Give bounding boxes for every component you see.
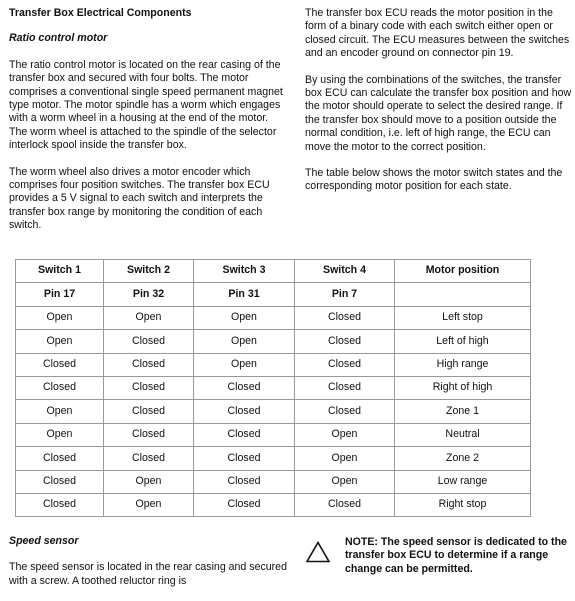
motor-switch-table: [15, 259, 531, 517]
pin-cell: Pin 17: [16, 283, 104, 306]
table-cell: Open: [16, 400, 104, 423]
table-cell: Closed: [295, 330, 395, 353]
table-cell: Closed: [16, 493, 104, 516]
table-header-cell: Switch 3: [194, 260, 295, 283]
table-cell: Open: [194, 330, 295, 353]
pin-cell: Pin 31: [194, 283, 295, 306]
table-cell: Open: [16, 330, 104, 353]
table-cell: Closed: [104, 423, 194, 446]
table-row: [16, 470, 531, 493]
table-cell: Open: [295, 423, 395, 446]
table-row: [16, 493, 531, 516]
pin-cell: Pin 7: [295, 283, 395, 306]
table-cell: Left of high: [395, 330, 531, 353]
section-title-ratio-control-motor: Ratio control motor: [9, 32, 108, 45]
table-cell: Zone 1: [395, 400, 531, 423]
speed-sensor-section: [9, 535, 289, 601]
table-row: [16, 306, 531, 329]
table-cell: Closed: [194, 470, 295, 493]
table-cell: Closed: [194, 447, 295, 470]
table-cell: Closed: [194, 400, 295, 423]
table-cell: High range: [395, 353, 531, 376]
pin-cell: [395, 283, 531, 306]
table-cell: Open: [295, 447, 395, 470]
table-row: [16, 376, 531, 399]
table-cell: Closed: [16, 353, 104, 376]
page-title: Transfer Box Electrical Components: [9, 7, 192, 19]
warning-triangle-icon: [306, 541, 330, 563]
pin-cell: Pin 32: [104, 283, 194, 306]
table-cell: Closed: [104, 376, 194, 399]
table-row: [16, 447, 531, 470]
table-cell: Closed: [194, 493, 295, 516]
table-cell: Open: [194, 353, 295, 376]
paragraph: The table below shows the motor switch states and the corresponding motor position for each state.: [305, 167, 563, 193]
table-cell: Low range: [395, 470, 531, 493]
table-cell: Closed: [295, 306, 395, 329]
table-cell: Closed: [194, 376, 295, 399]
table-cell: Open: [16, 423, 104, 446]
table-cell: Right stop: [395, 493, 531, 516]
table-cell: Closed: [16, 447, 104, 470]
table-header-cell: Motor position: [395, 260, 531, 283]
table-row: [16, 423, 531, 446]
paragraph: The ratio control motor is located on the rear casing of the transfer box and secured with four bolts. The motor comprises a conventional single speed permanent magnet type motor. The motor spindle has a worm which engages with a worm wheel in a housing at the end of the motor. The worm wheel is attached to the spindle of the selector interlock spool inside the transfer box.: [9, 58, 283, 152]
table-header-cell: Switch 4: [295, 260, 395, 283]
table-cell: Right of high: [395, 376, 531, 399]
table-cell: Open: [104, 493, 194, 516]
table-cell: Closed: [194, 423, 295, 446]
table-cell: Neutral: [395, 423, 531, 446]
table-header-cell: Switch 2: [104, 260, 194, 283]
table-cell: Closed: [295, 376, 395, 399]
table-cell: Closed: [295, 353, 395, 376]
paragraph: By using the combinations of the switches, the transfer box ECU can calculate the transfer box position and how the motor should operate to select the desired range. If the transfer box should move to a position outside the normal condition, i.e. left of high range, the ECU can move the motor to the correct position.: [305, 73, 572, 153]
table-cell: Open: [104, 470, 194, 493]
left-column: [9, 7, 289, 246]
table-row: [16, 353, 531, 376]
table-cell: Open: [194, 306, 295, 329]
table-row: [16, 330, 531, 353]
paragraph: The speed sensor is located in the rear casing and secured with a screw. A toothed reluctor ring is: [9, 561, 287, 587]
table-cell: Closed: [104, 353, 194, 376]
table-cell: Closed: [104, 330, 194, 353]
table-cell: Open: [295, 470, 395, 493]
table-cell: Open: [16, 306, 104, 329]
table-cell: Closed: [16, 470, 104, 493]
paragraph: The transfer box ECU reads the motor position in the form of a binary code with each switch either open or closed circuit. The ECU measures between the switches and an encoder ground on connector pin 19.: [305, 7, 570, 60]
right-column: [305, 7, 573, 207]
table-pin-row: [16, 283, 531, 306]
table-cell: Left stop: [395, 306, 531, 329]
table-cell: Open: [104, 306, 194, 329]
table-header-row: [16, 260, 531, 283]
table-cell: Closed: [295, 400, 395, 423]
table-cell: Closed: [104, 447, 194, 470]
section-title-speed-sensor: Speed sensor: [9, 535, 79, 547]
table-header-cell: Switch 1: [16, 260, 104, 283]
note-text: NOTE: The speed sensor is dedicated to the transfer box ECU to determine if a range change can be permitted.: [345, 536, 567, 575]
table-cell: Closed: [16, 376, 104, 399]
paragraph: The worm wheel also drives a motor encoder which comprises four position switches. The transfer box ECU provides a 5 V signal to each switch and interprets the transfer box range by monitoring the condition of each switch.: [9, 165, 270, 232]
table-cell: Closed: [104, 400, 194, 423]
table-cell: Closed: [295, 493, 395, 516]
table-row: [16, 400, 531, 423]
table-cell: Zone 2: [395, 447, 531, 470]
